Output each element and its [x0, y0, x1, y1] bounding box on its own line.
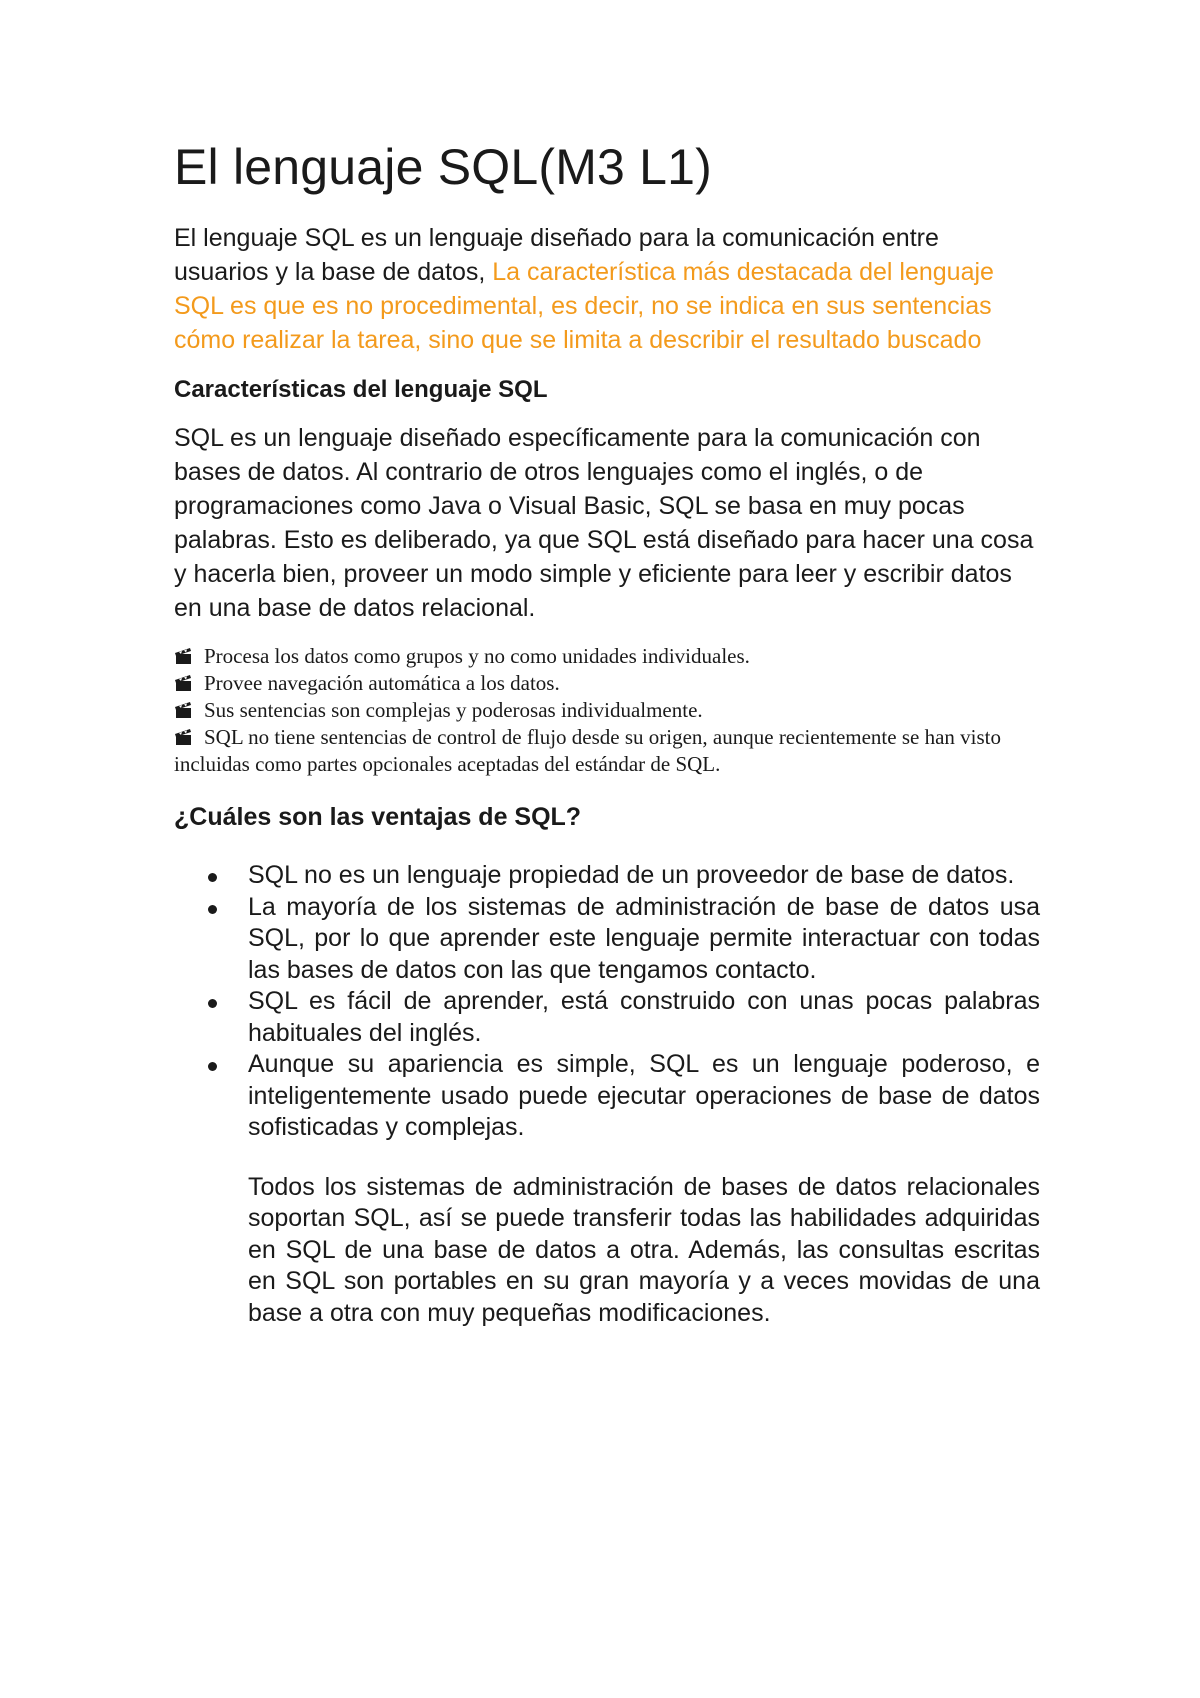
feature-item — [174, 670, 1040, 697]
page-title: El lenguaje SQL(M3 L1) — [174, 139, 713, 195]
advantage-text: SQL es fácil de aprender, está construido con unas pocas palabras habituales del inglés. — [248, 987, 1040, 1047]
clapperboard-icon — [174, 701, 194, 719]
bullet-dot-icon — [208, 1062, 217, 1071]
feature-text: Provee navegación automática a los datos. — [204, 671, 560, 695]
bullet-dot-icon — [208, 999, 217, 1008]
intro-plain-text: El lenguaje SQL es un lenguaje diseñado para la comunicación entre usuarios y la base de datos, — [174, 224, 939, 286]
clapperboard-icon — [174, 728, 194, 746]
advantage-text: La mayoría de los sistemas de administración de base de datos usa SQL, por lo que aprender este lenguaje permite interactuar con todas las bases de datos con las que tengamos contacto. — [248, 892, 1040, 984]
bullet-dot-icon — [208, 905, 217, 914]
section-heading: Características del lenguaje SQL — [174, 376, 548, 403]
advantage-text: SQL no es un lenguaje propiedad de un proveedor de base de datos. — [248, 861, 1015, 889]
advantage-text: Aunque su apariencia es simple, SQL es un lenguaje poderoso, e inteligentemente usado puede ejecutar operaciones de base de datos sofisticadas y complejas. — [248, 1050, 1040, 1141]
bullet-dot-icon — [208, 873, 217, 882]
intro-highlight-text: La característica más destacada del lenguaje SQL es que es no procedimental, es decir, no se indica en sus sentencias cómo realizar la tarea, sino que se limita a describir el resultado buscado — [174, 258, 994, 354]
feature-text: Sus sentencias son complejas y poderosas individualmente. — [204, 698, 703, 722]
feature-item — [174, 643, 1040, 670]
clapperboard-icon — [174, 674, 194, 692]
advantage-item — [248, 986, 1040, 1049]
advantages-list — [174, 860, 1040, 1144]
feature-list — [174, 643, 1040, 778]
feature-text: SQL no tiene sentencias de control de flujo desde su origen, aunque recientemente se han visto incluidas como partes opcionales aceptadas del estándar de SQL. — [174, 725, 1001, 776]
feature-text: Procesa los datos como grupos y no como unidades individuales. — [204, 644, 750, 668]
feature-item — [174, 724, 1040, 778]
feature-item — [174, 697, 1040, 724]
advantage-item — [248, 1049, 1040, 1144]
advantages-heading: ¿Cuáles son las ventajas de SQL? — [174, 803, 582, 831]
advantage-item — [248, 892, 1040, 987]
advantage-item — [248, 860, 1040, 892]
document-page — [174, 140, 1040, 1329]
closing-paragraph: Todos los sistemas de administración de bases de datos relacionales soportan SQL, así se puede transferir todas las habilidades adquiridas en SQL de una base de datos a otra. Además, las consultas escritas en SQL son portables en su gran mayoría y a veces movidas de una base a otra con muy pequeñas modificaciones. — [248, 1172, 1040, 1327]
clapperboard-icon — [174, 647, 194, 665]
intro-paragraph — [174, 221, 1040, 357]
section-paragraph: SQL es un lenguaje diseñado específicamente para la comunicación con bases de datos. Al contrario de otros lenguajes como el inglés, o de programaciones como Java o Visual Basic, SQL se basa en muy pocas palabras. Esto es deliberado, ya que SQL está diseñado para hacer una cosa y hacerla bien, proveer un modo simple y eficiente para leer y escribir datos en una base de datos relacional. — [174, 424, 1034, 622]
